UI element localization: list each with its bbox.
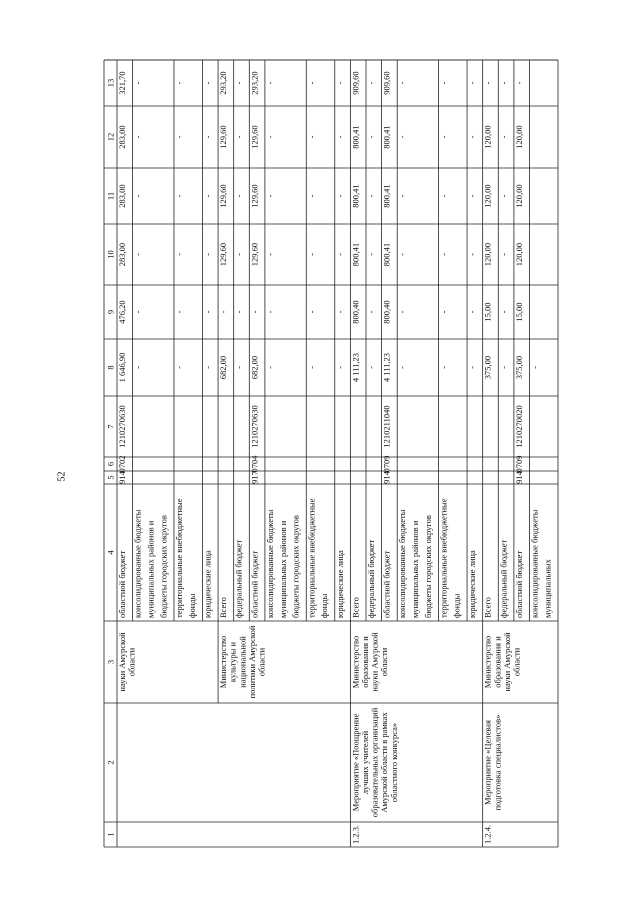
amount-cell: - (397, 81, 408, 85)
amount-cell: - (264, 81, 275, 85)
amount-cell: - (233, 81, 244, 85)
amount-cell: - (365, 253, 376, 256)
column-header-3: 3 (105, 659, 116, 665)
amount-cell: 476,20 (117, 300, 127, 324)
column-header-10: 10 (105, 250, 116, 259)
amount-cell: 120,00 (482, 184, 493, 208)
amount-cell: - (233, 310, 244, 314)
amount-cell: - (365, 310, 376, 314)
amount-cell: 120,00 (482, 242, 493, 267)
amount-cell: - (498, 366, 509, 369)
amount-cell: - (264, 366, 275, 369)
amount-cell: - (467, 310, 478, 314)
amount-cell: - (467, 81, 478, 85)
amount-cell: - (438, 194, 449, 198)
amount-cell: 917 (249, 471, 260, 484)
amount-cell: - (365, 81, 376, 85)
amount-cell: - (249, 310, 260, 314)
amount-cell: 800,41 (381, 184, 392, 208)
amount-cell: 321,70 (117, 71, 127, 95)
amount-cell: 120,00 (513, 184, 524, 208)
amount-cell: 120,00 (513, 242, 524, 267)
amount-cell: 15,00 (513, 302, 524, 322)
column-header-6: 6 (105, 461, 116, 467)
amount-cell: - (202, 310, 213, 314)
responsible-executor: образования и (359, 636, 370, 688)
amount-cell: - (202, 81, 213, 85)
amount-cell: 914 (513, 471, 524, 484)
amount-cell: 15,00 (482, 302, 493, 322)
amount-cell: 375,00 (513, 355, 524, 380)
amount-cell: 4 111,23 (381, 352, 392, 383)
amount-cell: - (233, 135, 244, 139)
responsible-executor: области (379, 647, 390, 677)
amount-cell: - (233, 194, 244, 198)
amount-cell: - (306, 81, 317, 85)
responsible-executor: образования и (492, 636, 503, 688)
amount-cell: - (173, 310, 184, 314)
column-header-1: 1 (105, 832, 116, 837)
amount-cell: - (334, 135, 345, 139)
column-header-7: 7 (105, 424, 116, 429)
amount-cell: - (513, 81, 524, 85)
amount-cell: 375,00 (482, 355, 493, 380)
amount-cell: - (467, 253, 478, 256)
measure-name: областного конкурса» (388, 722, 399, 803)
amount-cell: - (306, 366, 317, 369)
funding-source: бюджеты городских округов (290, 515, 301, 618)
column-header-13: 13 (105, 78, 116, 88)
amount-cell: - (132, 194, 143, 198)
responsible-executor: науки Амурской (369, 632, 380, 692)
amount-cell: - (306, 135, 317, 139)
measure-name: Амурской области в рамках (379, 712, 390, 813)
responsible-executor: области (126, 647, 137, 677)
amount-cell: 283,00 (117, 184, 127, 208)
amount-cell: - (306, 194, 317, 198)
amount-cell: - (173, 194, 184, 198)
target-article-code: 1210211040 (381, 405, 392, 448)
funding-source: бюджеты городских округов (422, 515, 433, 618)
funding-source: юридические лица (202, 550, 213, 618)
amount-cell: - (482, 81, 493, 85)
responsible-executor: области (511, 647, 522, 677)
funding-source: консолидированные бюджеты (132, 509, 143, 618)
amount-cell: - (467, 135, 478, 139)
amount-cell: - (438, 310, 449, 314)
amount-cell: 129,60 (249, 184, 260, 208)
funding-source: областной бюджет (513, 550, 524, 618)
responsible-executor: науки Амурской (117, 632, 127, 692)
amount-cell: - (397, 366, 408, 369)
amount-cell: 283,00 (117, 125, 127, 149)
amount-cell: 800,40 (381, 300, 392, 324)
funding-source: муниципальных (542, 559, 553, 618)
amount-cell: 293,20 (249, 71, 260, 95)
amount-cell: - (438, 253, 449, 256)
amount-cell: - (132, 310, 143, 314)
amount-cell: 4 111,23 (350, 352, 361, 383)
responsible-executor: Министерство (350, 635, 361, 689)
amount-cell: - (132, 135, 143, 139)
amount-cell: - (202, 366, 213, 369)
amount-cell: 283,00 (117, 242, 127, 267)
responsible-executor: Министерство (482, 635, 493, 689)
amount-cell: 293,20 (218, 71, 229, 95)
funding-source: федеральный бюджет (233, 539, 244, 618)
target-article-code: 1210270020 (513, 405, 524, 448)
amount-cell: - (529, 366, 540, 369)
amount-cell: - (264, 135, 275, 139)
funding-source: фонды (319, 593, 330, 618)
amount-cell: - (233, 253, 244, 256)
amount-cell: - (397, 194, 408, 198)
funding-source: консолидированные бюджеты (529, 509, 540, 618)
funding-source: Всего (218, 597, 229, 618)
amount-cell: 129,60 (218, 242, 229, 267)
amount-cell: - (334, 366, 345, 369)
funding-source: муниципальных районов и (410, 520, 421, 618)
amount-cell: - (334, 81, 345, 85)
page-number: 52 (56, 471, 68, 482)
amount-cell: - (233, 366, 244, 369)
table-grid (104, 60, 558, 847)
amount-cell: - (132, 81, 143, 85)
responsible-executor: культуры и (227, 641, 238, 683)
responsible-executor: области (256, 647, 267, 677)
column-header-5: 5 (105, 475, 116, 480)
amount-cell: - (306, 253, 317, 256)
amount-cell: 914 (117, 471, 127, 484)
amount-cell: 0709 (381, 455, 392, 473)
amount-cell: - (498, 253, 509, 256)
amount-cell: - (173, 81, 184, 85)
funding-source: юридические лица (467, 550, 478, 618)
amount-cell: 120,00 (513, 125, 524, 149)
funding-source: фонды (186, 593, 197, 618)
amount-cell: - (264, 310, 275, 314)
funding-source: областной бюджет (381, 550, 392, 618)
amount-cell: 682,00 (218, 355, 229, 380)
funding-source: Всего (350, 597, 361, 618)
funding-source: консолидированные бюджеты (264, 509, 275, 618)
responsible-executor: науки Амурской (501, 632, 512, 692)
amount-cell: - (397, 135, 408, 139)
amount-cell: - (365, 366, 376, 369)
amount-cell: - (132, 253, 143, 256)
amount-cell: - (438, 366, 449, 369)
funding-source: территориальные внебюджетные (173, 498, 184, 618)
funding-source: бюджеты городских округов (158, 515, 169, 618)
funding-source: федеральный бюджет (365, 539, 376, 618)
amount-cell: 800,41 (381, 242, 392, 267)
responsible-executor: политики Амурской (246, 625, 257, 699)
column-header-2: 2 (105, 760, 116, 765)
amount-cell: 120,00 (482, 125, 493, 149)
measure-name: лучших учителей (359, 730, 370, 795)
amount-cell: 129,60 (249, 125, 260, 149)
amount-cell: 682,00 (249, 355, 260, 380)
responsible-executor: Министерство (218, 635, 229, 689)
amount-cell: - (498, 135, 509, 139)
funding-source: юридические лица (334, 550, 345, 618)
amount-cell: 800,41 (350, 242, 361, 267)
measure-name: образовательных организаций (369, 707, 380, 818)
responsible-executor: национальной (237, 636, 248, 688)
funding-source: муниципальных районов и (277, 520, 288, 618)
amount-cell: - (397, 310, 408, 314)
funding-source: территориальные внебюджетные (438, 498, 449, 618)
amount-cell: - (498, 310, 509, 314)
amount-cell: - (218, 310, 229, 314)
funding-source: муниципальных районов и (145, 520, 156, 618)
amount-cell: - (467, 194, 478, 198)
amount-cell: - (334, 310, 345, 314)
amount-cell: - (467, 366, 478, 369)
measure-number: 1.2.4. (482, 824, 493, 844)
amount-cell: 800,41 (350, 184, 361, 208)
amount-cell: 0704 (249, 455, 260, 473)
column-header-4: 4 (105, 550, 116, 555)
funding-source: областной бюджет (249, 550, 260, 618)
amount-cell: - (264, 253, 275, 256)
measure-number: 1.2.3. (350, 824, 361, 844)
column-header-9: 9 (105, 309, 116, 315)
column-header-12: 12 (105, 132, 116, 142)
funding-source: Всего (482, 597, 493, 618)
amount-cell: - (173, 135, 184, 139)
amount-cell: - (202, 253, 213, 256)
funding-source: областной бюджет (117, 550, 127, 618)
funding-source: фонды (451, 593, 462, 618)
amount-cell: 800,40 (350, 300, 361, 324)
amount-cell: 914 (381, 471, 392, 484)
amount-cell: - (365, 135, 376, 139)
amount-cell: - (173, 366, 184, 369)
amount-cell: 0702 (117, 455, 127, 473)
amount-cell: - (438, 135, 449, 139)
amount-cell: - (264, 194, 275, 198)
column-header-8: 8 (105, 365, 116, 370)
amount-cell: - (202, 194, 213, 198)
amount-cell: 129,60 (249, 242, 260, 267)
funding-source: консолидированные бюджеты (397, 509, 408, 618)
amount-cell: 129,60 (218, 125, 229, 149)
funding-source: территориальные внебюджетные (306, 498, 317, 618)
amount-cell: - (365, 194, 376, 198)
measure-name: подготовка специалистов» (492, 714, 503, 811)
amount-cell: 909,60 (381, 71, 392, 95)
amount-cell: - (306, 310, 317, 314)
column-header-11: 11 (105, 191, 116, 201)
amount-cell: - (498, 194, 509, 198)
target-article-code: 1210270630 (249, 405, 260, 448)
amount-cell: - (132, 366, 143, 369)
amount-cell: - (202, 135, 213, 139)
amount-cell: - (498, 81, 509, 85)
amount-cell: 129,60 (218, 184, 229, 208)
amount-cell: - (438, 81, 449, 85)
amount-cell: - (334, 194, 345, 198)
amount-cell: - (397, 253, 408, 256)
funding-source: федеральный бюджет (498, 539, 509, 618)
amount-cell: 1 646,90 (117, 352, 127, 383)
amount-cell: - (173, 253, 184, 256)
measure-name: Мероприятие «Целевая (482, 720, 493, 805)
amount-cell: 0709 (513, 455, 524, 473)
amount-cell: 800,41 (350, 125, 361, 149)
amount-cell: - (334, 253, 345, 256)
amount-cell: 800,41 (381, 125, 392, 149)
target-article-code: 1210270630 (117, 405, 127, 448)
measure-name: Мероприятие «Поощрение (350, 713, 361, 812)
amount-cell: 909,60 (350, 71, 361, 95)
